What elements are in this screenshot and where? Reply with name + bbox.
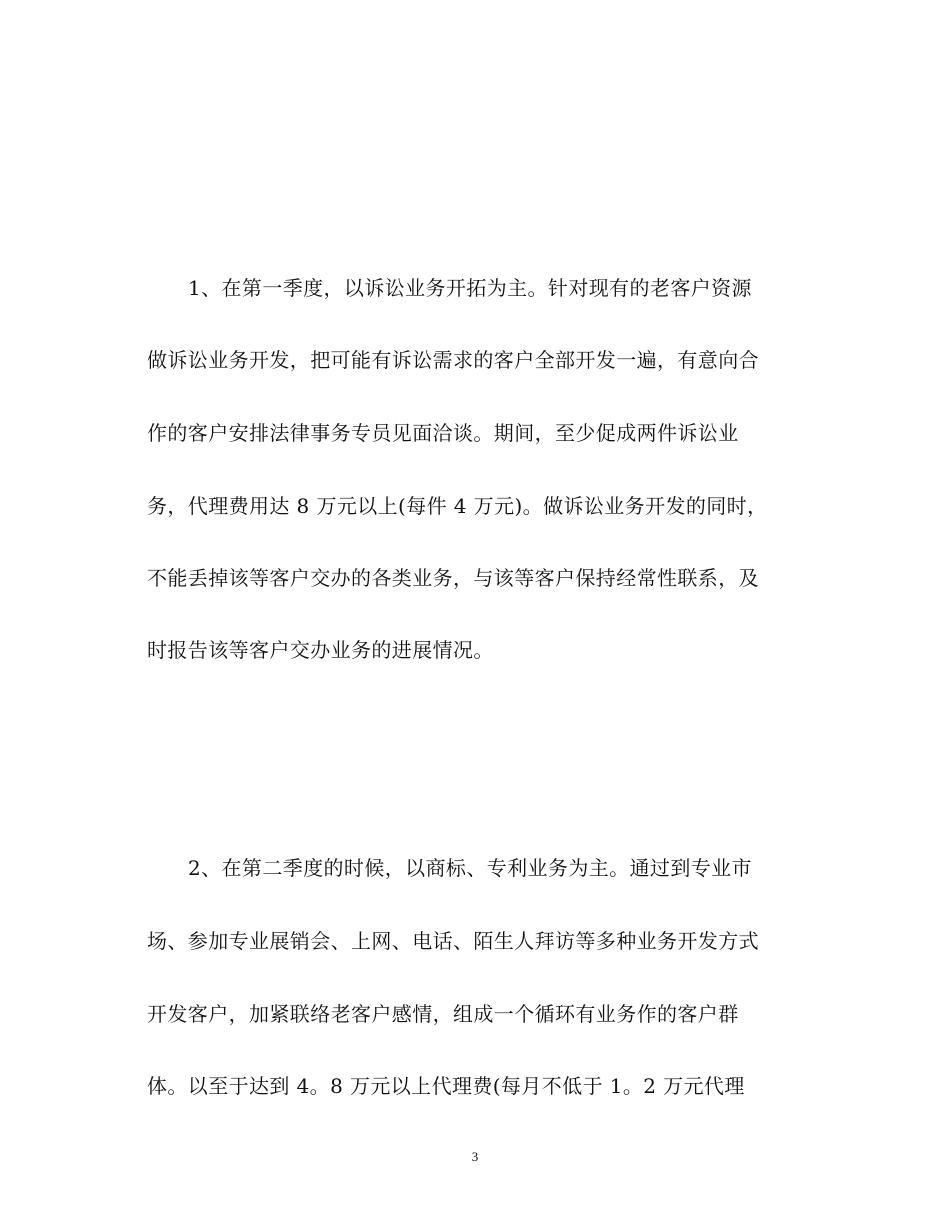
paragraph-line: 1、在第一季度，以诉讼业务开拓为主。针对现有的老客户资源 [188,276,752,300]
paragraph-line: 不能丢掉该等客户交办的各类业务，与该等客户保持经常性联系，及 [147,566,759,590]
paragraph-line: 做诉讼业务开发，把可能有诉讼需求的客户全部开发一遍，有意向合 [147,348,759,372]
page-number: 3 [471,1149,479,1164]
paragraph-line: 作的客户安排法律事务专员见面洽谈。期间，至少促成两件诉讼业 [147,421,739,445]
paragraph-line: 务，代理费用达 8 万元以上(每件 4 万元)。做诉讼业务开发的同时， [147,494,768,518]
paragraph-line: 体。以至于达到 4。8 万元以上代理费(每月不低于 1。2 万元代理 [147,1074,745,1098]
paragraph-line: 2、在第二季度的时候，以商标、专利业务为主。通过到专业市 [188,856,752,880]
paragraph-line: 场、参加专业展销会、上网、电话、陌生人拜访等多种业务开发方式 [147,929,759,953]
paragraph-line: 时报告该等客户交办业务的进展情况。 [147,638,494,662]
paragraph-line: 开发客户，加紧联络老客户感情，组成一个循环有业务作的客户群 [147,1002,739,1026]
